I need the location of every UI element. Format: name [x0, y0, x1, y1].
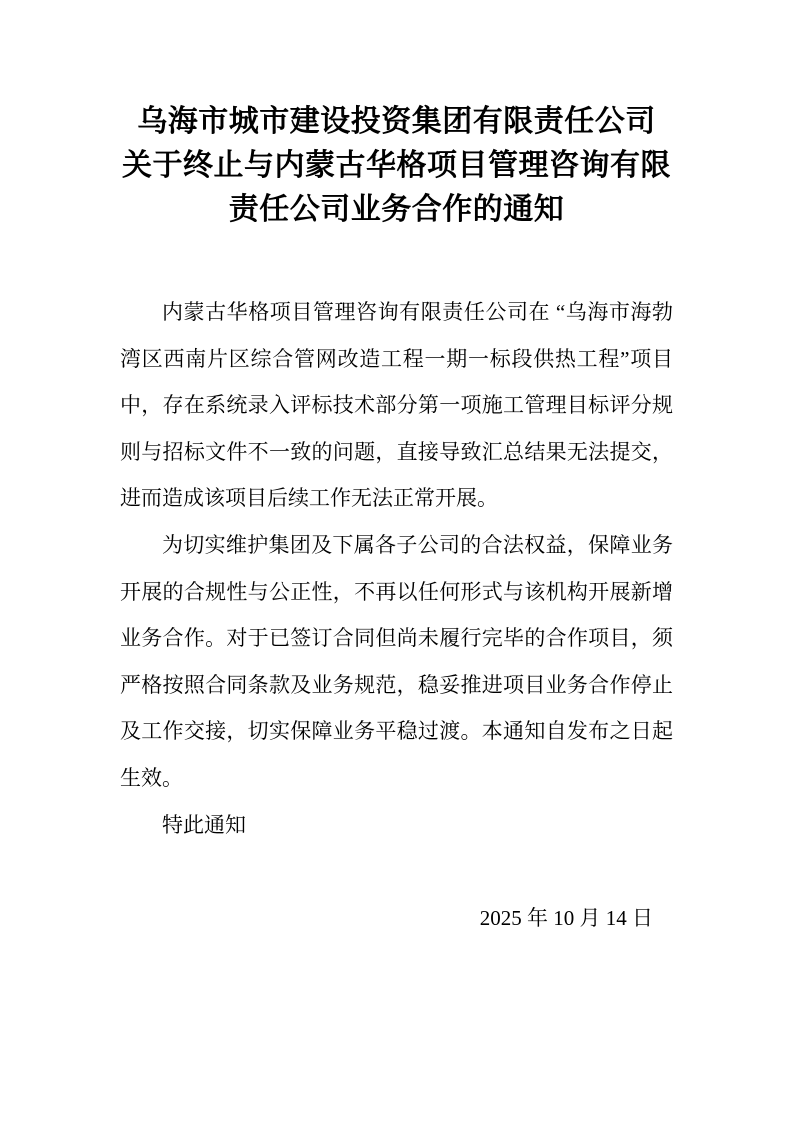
title-line-3: 责任公司业务合作的通知	[228, 193, 565, 226]
document-date: 2025 年 10 月 14 日	[479, 905, 653, 930]
document-body	[120, 289, 673, 848]
body-paragraph-1: 内蒙古华格项目管理咨询有限责任公司在 “乌海市海勃湾区西南片区综合管网改造工程一期一标段供热工程”项目中，存在系统录入评标技术部分第一项施工管理目标评分规则与招标文件不一致的问题，直接导致汇总结果无法提交，进而造成该项目后续工作无法正常开展。	[120, 300, 673, 511]
title-line-1: 乌海市城市建设投资集团有限责任公司	[137, 105, 656, 138]
closing-phrase: 特此通知	[162, 812, 246, 837]
body-paragraph-2: 为切实维护集团及下属各子公司的合法权益，保障业务开展的合规性与公正性，不再以任何形式与该机构开展新增业务合作。对于已签订合同但尚未履行完毕的合作项目，须严格按照合同条款及业务规范，稳妥推进项目业务合作停止及工作交接，切实保障业务平稳过渡。本通知自发布之日起生效。	[120, 532, 673, 790]
document-title	[120, 100, 673, 232]
title-line-2: 关于终止与内蒙古华格项目管理咨询有限	[122, 149, 671, 182]
